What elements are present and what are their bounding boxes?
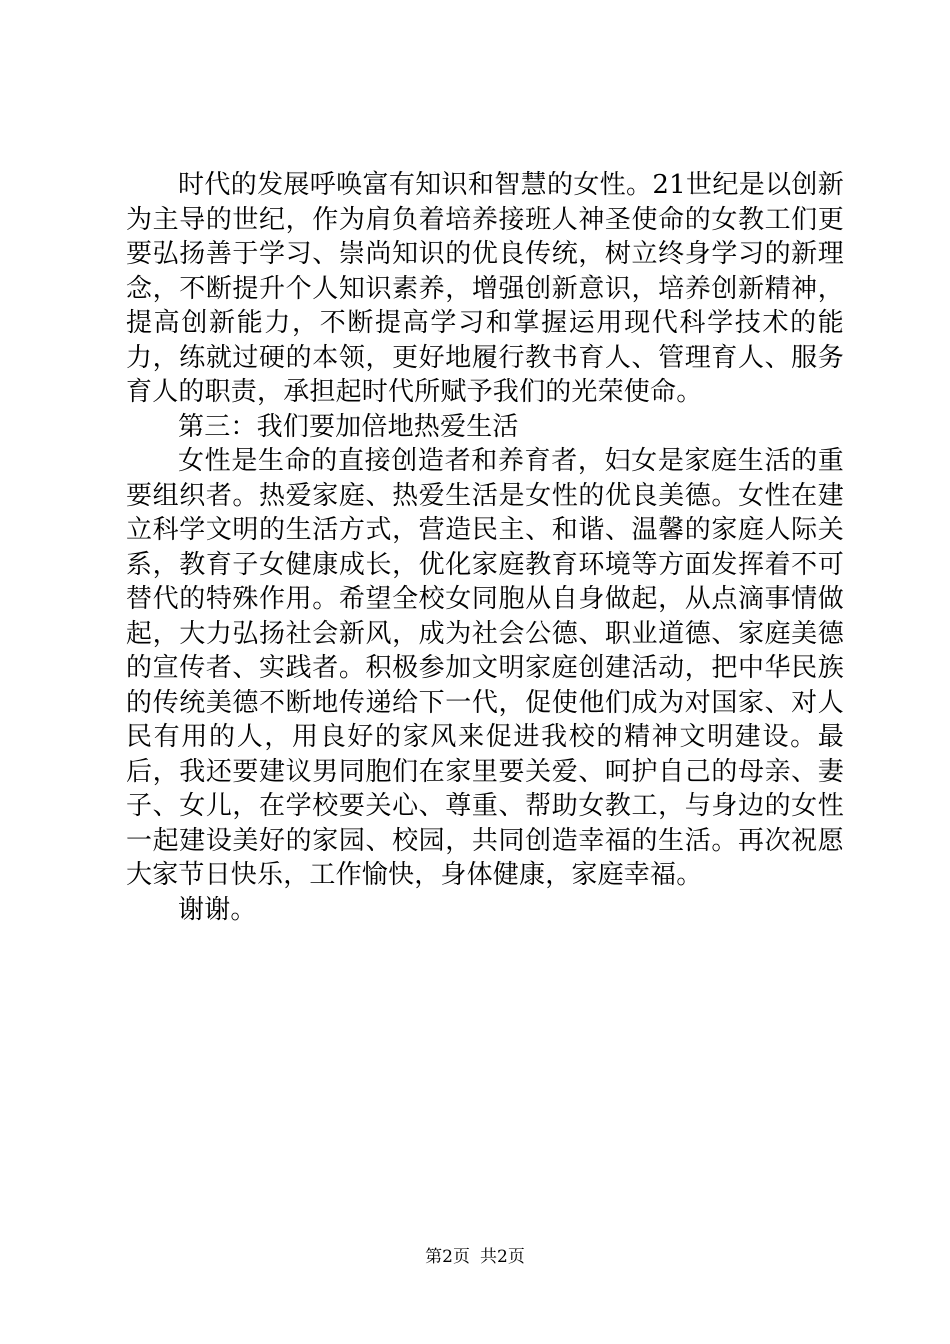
document-body bbox=[126, 168, 844, 927]
section-heading-love-life: 第三：我们要加倍地热爱生活 bbox=[178, 411, 519, 442]
page-total: 共2页 bbox=[480, 1247, 525, 1267]
page-footer bbox=[0, 1246, 950, 1268]
paragraph-love-life: 女性是生命的直接创造者和养育者，妇女是家庭生活的重要组织者。热爱家庭、热爱生活是女性的优良美德。女性在建立科学文明的生活方式，营造民主、和谐、温馨的家庭人际关系，教育子女健康成长，优化家庭教育环境等方面发挥着不可替代的特殊作用。希望全校女同胞从自身做起，从点滴事情做起，大力弘扬社会新风，成为社会公德、职业道德、家庭美德的宣传者、实践者。积极参加文明家庭创建活动，把中华民族的传统美德不断地传递给下一代，促使他们成为对国家、对人民有用的人，用良好的家风来促进我校的精神文明建设。最后，我还要建议男同胞们在家里要关爱、呵护自己的母亲、妻子、女儿，在学校要关心、尊重、帮助女教工，与身边的女性一起建设美好的家园、校园，共同创造幸福的生活。再次祝愿大家节日快乐，工作愉快，身体健康，家庭幸福。 bbox=[126, 446, 844, 890]
page-number: 第2页 bbox=[425, 1247, 470, 1267]
paragraph-era-knowledge: 时代的发展呼唤富有知识和智慧的女性。21世纪是以创新为主导的世纪，作为肩负着培养接班人神圣使命的女教工们更要弘扬善于学习、崇尚知识的优良传统，树立终身学习的新理念，不断提升个人知识素养，增强创新意识，培养创新精神，提高创新能力，不断提高学习和掌握运用现代科学技术的能力，练就过硬的本领，更好地履行教书育人、管理育人、服务育人的职责，承担起时代所赋予我们的光荣使命。 bbox=[126, 170, 844, 407]
paragraph-thanks: 谢谢。 bbox=[178, 894, 257, 925]
